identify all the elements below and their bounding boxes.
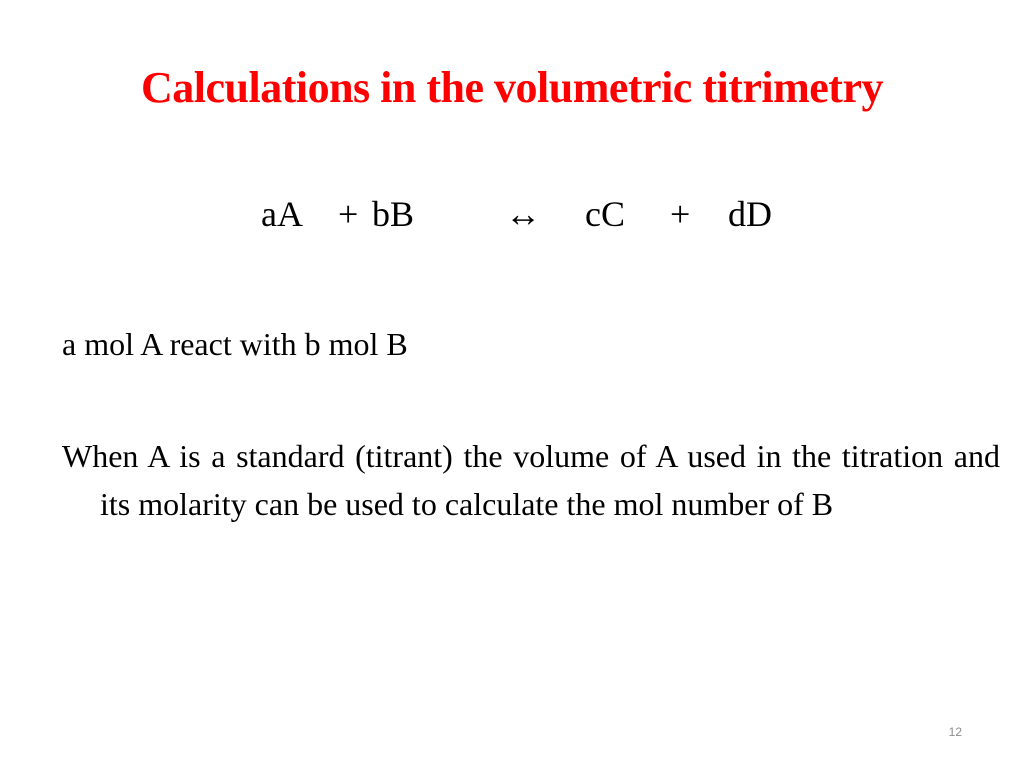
stoichiometry-statement: a mol A react with b mol B (62, 326, 408, 362)
equation-term-c: cC (585, 194, 625, 234)
equation-plus-sign: + (670, 194, 691, 234)
slide-title: Calculations in the volumetric titrimetry (140, 63, 883, 112)
equation-plus-sign: + (338, 194, 359, 234)
equilibrium-arrow-icon: ↔ (505, 194, 541, 234)
page-number: 12 (948, 725, 962, 739)
titrant-explanation: When A is a standard (titrant) the volume of A used in the titration and its molarity can be used to calculate the mol number of B (62, 438, 1000, 522)
equation-term-d: dD (728, 194, 772, 234)
equation-term-b: bB (372, 194, 415, 234)
equation-term-a: aA (261, 194, 303, 234)
